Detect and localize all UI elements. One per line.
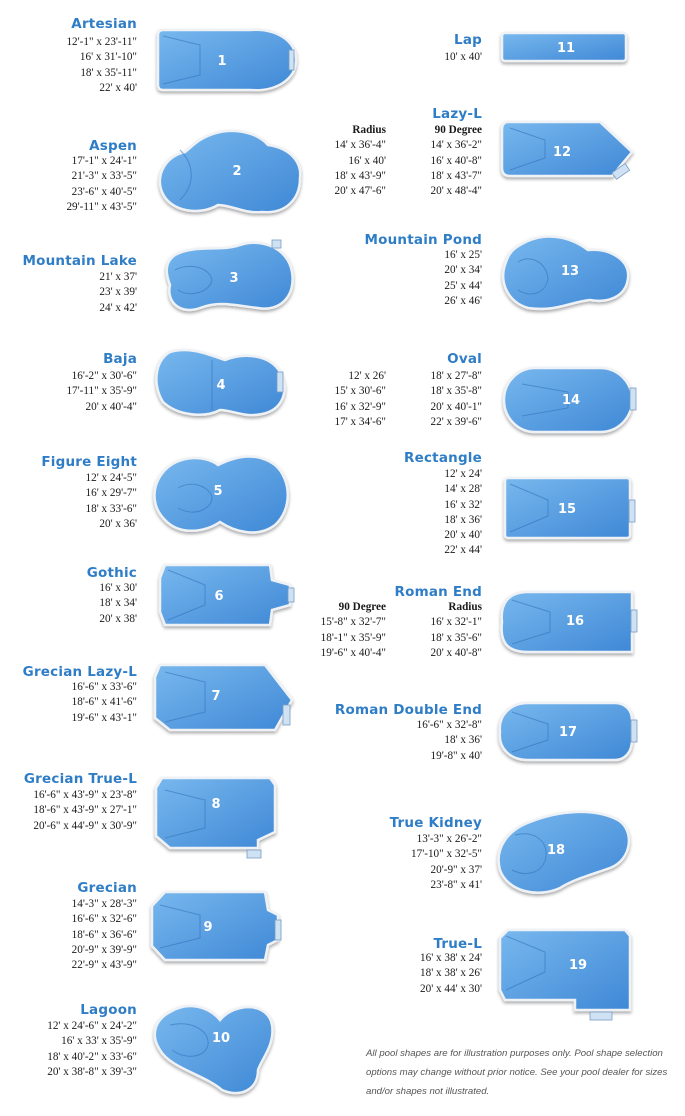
pool-sizes: 16'-6" x 32'-8" 18' x 36' 19'-8" x 40' <box>416 719 482 762</box>
pool-number: 8 <box>211 797 221 812</box>
pool-number: 15 <box>557 502 577 517</box>
pool-number: 7 <box>211 689 221 704</box>
pool-number: 13 <box>560 264 580 279</box>
pool-sizes: 14'-3" x 28'-3" 16'-6" x 32'-6" 18'-6" x 36'-6" 20'-9" x 39'-9" 22'-9" x 43'-9" <box>71 898 137 972</box>
pool-sizes: 16'-2" x 30'-6" 17'-11" x 35'-9" 20' x 40'-4" <box>66 370 137 413</box>
pool-sizes: 12' x 24'-5" 16' x 29'-7" 18' x 33'-6" 20' x 36' <box>85 472 137 530</box>
pool-sizes: 16' x 25' 20' x 34' 25' x 44' 26' x 46' <box>444 249 482 307</box>
pool-number: 2 <box>232 164 242 179</box>
footnote: All pool shapes are for illustration purposes only. Pool shape selection options may change without prior notice. See your pool dealer for sizes and/or shapes not illustrated. <box>366 1048 668 1097</box>
pool-title: Aspen <box>89 138 137 154</box>
pool-title: Lagoon <box>80 1002 137 1018</box>
pool-title: Artesian <box>71 16 137 32</box>
pool-title: Rectangle <box>404 450 482 466</box>
pool-number: 18 <box>546 843 566 858</box>
pool-title: True Kidney <box>389 815 482 831</box>
pool-number: 11 <box>556 41 576 56</box>
pool-sizes: 13'-3" x 26'-2" 17'-10" x 32'-5" 20'-9" x 37' 23'-8" x 41' <box>411 833 482 891</box>
pool-title: Figure Eight <box>41 454 137 470</box>
pool-number: 12 <box>552 145 572 160</box>
pool-sizes-table: 12' x 26' 15' x 30'-6" 16' x 32'-9" 17' x 34'-6" 18' x 27'-8" 18' x 35'-8" 20' x 40'-1" 22' x 39'-6" <box>334 370 482 428</box>
pool-title: Lap <box>454 32 482 48</box>
pool-number: 6 <box>214 589 224 604</box>
pool-number: 3 <box>229 271 239 286</box>
pool-title: Mountain Lake <box>22 253 137 269</box>
pool-sizes: 16' x 30' 18' x 34' 20' x 38' <box>99 582 137 625</box>
pool-title: Lazy-L <box>432 106 482 122</box>
pool-sizes: 16'-6" x 33'-6" 18'-6" x 41'-6" 19'-6" x 43'-1" <box>71 681 137 724</box>
pool-title: True-L <box>433 936 482 952</box>
pool-title: Roman End <box>394 584 482 600</box>
pool-number: 16 <box>565 614 585 629</box>
pool-sizes: 17'-1" x 24'-1" 21'-3" x 33'-5" 23'-6" x 40'-5" 29'-11" x 43'-5" <box>66 155 137 213</box>
pool-title: Baja <box>103 351 137 367</box>
pool-title: Grecian True-L <box>23 771 137 787</box>
pool-number: 1 <box>217 54 227 69</box>
pool-sizes-table: Radius 14' x 36'-4" 16' x 40' 18' x 43'-9" 20' x 47'-6" 90 Degree 14' x 36'-2" 16' x 40'-8" 18' x 43'-7" 20' x 48'-4" <box>334 124 482 198</box>
pool-number: 19 <box>568 958 588 973</box>
pool-sizes: 12' x 24'-6" x 24'-2" 16' x 33' x 35'-9" 18' x 40'-2" x 33'-6" 20' x 38'-8" x 39'-3" <box>47 1020 137 1078</box>
pool-title: Oval <box>447 351 482 367</box>
pool-title: Grecian Lazy-L <box>22 664 137 680</box>
pool-number: 9 <box>203 920 213 935</box>
pool-title: Mountain Pond <box>364 232 482 248</box>
pool-sizes-table: 90 Degree 15'-8" x 32'-7" 18'-1" x 35'-9" 19'-6" x 40'-4" Radius 16' x 32'-1" 18' x 35'-6" 20' x 40'-8" <box>320 601 482 659</box>
pool-sizes: 10' x 40' <box>444 51 482 63</box>
pool-title: Grecian <box>77 880 137 896</box>
pool-title: Gothic <box>86 565 137 581</box>
pool-number: 5 <box>213 484 223 499</box>
pool-sizes: 21' x 37' 23' x 39' 24' x 42' <box>99 271 137 314</box>
pool-number: 10 <box>211 1031 231 1046</box>
pool-sizes: 12'-1" x 23'-11" 16' x 31'-10" 18' x 35'-11" 22' x 40' <box>66 36 137 94</box>
pool-sizes: 16' x 38' x 24' 18' x 38' x 26' 20' x 44' x 30' <box>420 952 482 995</box>
pool-sizes: 12' x 24' 14' x 28' 16' x 32' 18' x 36' 20' x 40' 22' x 44' <box>444 468 482 557</box>
pool-number: 4 <box>216 378 226 393</box>
pool-number: 17 <box>558 725 578 740</box>
pool-title: Roman Double End <box>334 702 482 718</box>
pool-sizes: 16'-6" x 43'-9" x 23'-8" 18'-6" x 43'-9" x 27'-1" 20'-6" x 44'-9" x 30'-9" <box>33 789 137 832</box>
pool-number: 14 <box>561 393 581 408</box>
